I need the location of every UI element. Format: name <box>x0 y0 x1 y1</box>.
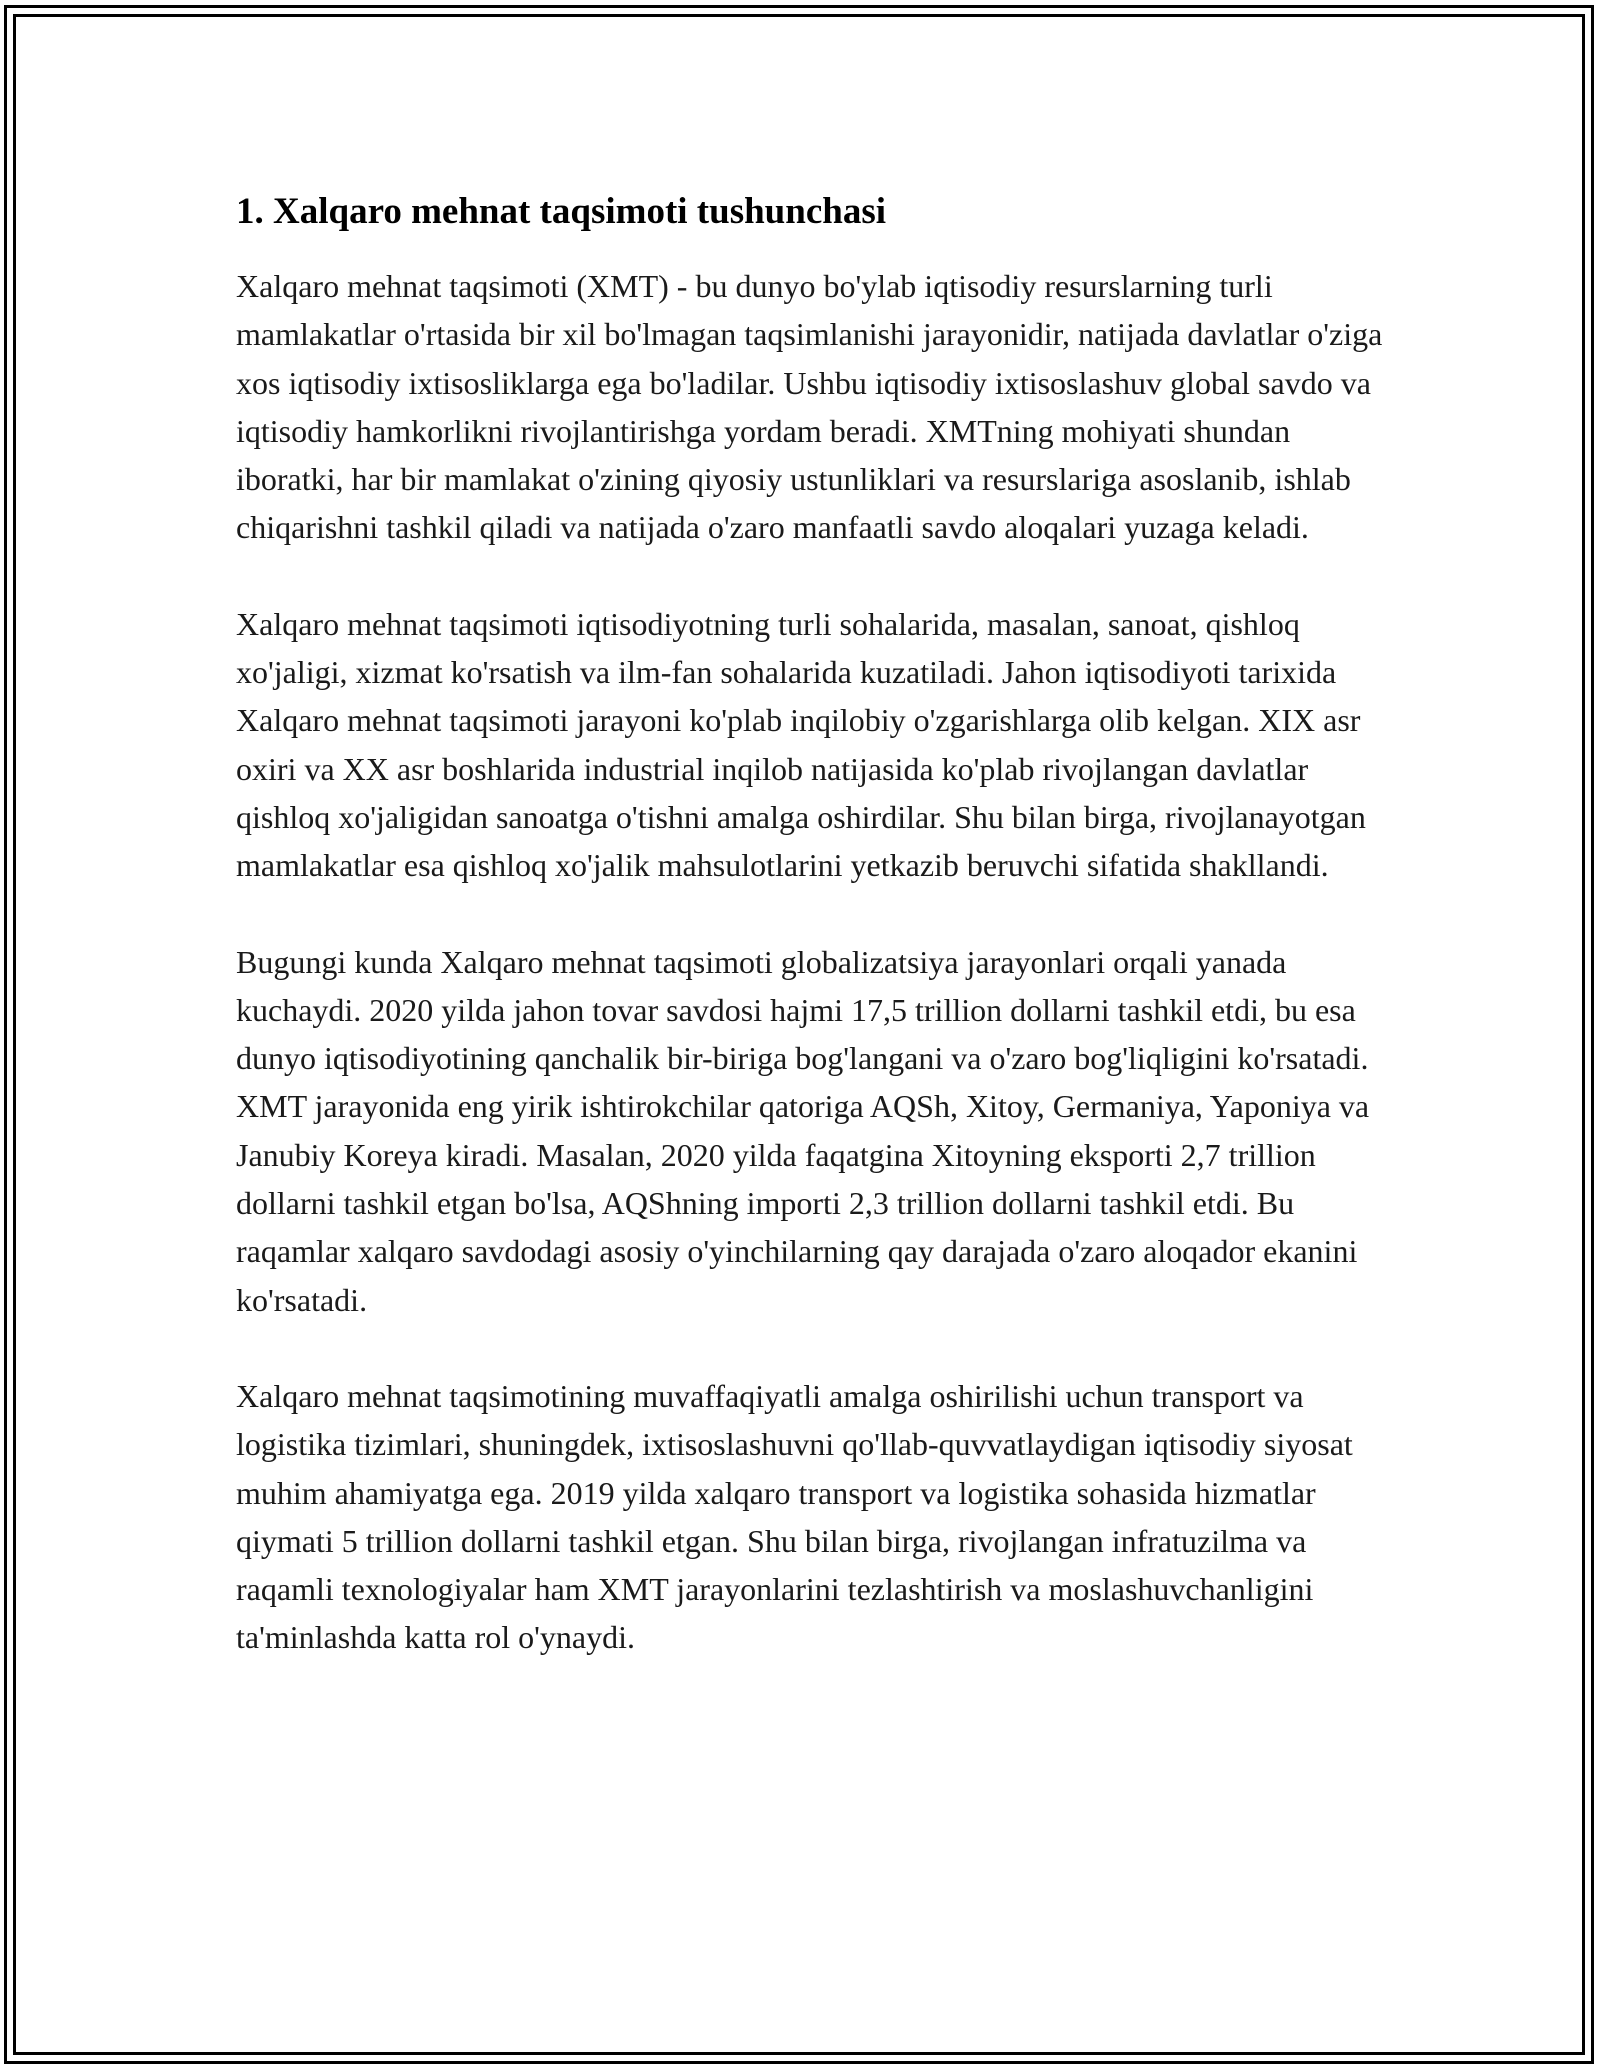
paragraph-1: Xalqaro mehnat taqsimoti (XMT) - bu dunyo bo'ylab iqtisodiy resurslarning turli mamlakatlar o'rtasida bir xil bo'lmagan taqsimlanishi jarayonidir, natijada davlatlar o'ziga xos iqtisodiy ixtisosliklarga ega bo'ladilar. Ushbu iqtisodiy ixtisoslashuv global savdo va iqtisodiy hamkorlikni rivojlantirishga yordam beradi. XMTning mohiyati shundan iboratki, har bir mamlakat o'zining qiyosiy ustunliklari va resurslariga asoslanib, ishlab chiqarishni tashkil qiladi va natijada o'zaro manfaatli savdo aloqalari yuzaga keladi. <box>236 268 1383 546</box>
document-body <box>236 186 1386 1662</box>
paragraph-4: Xalqaro mehnat taqsimotining muvaffaqiyatli amalga oshirilishi uchun transport va logistika tizimlari, shuningdek, ixtisoslashuvni qo'llab-quvvatlaydigan iqtisodiy siyosat muhim ahamiyatga ega. 2019 yilda xalqaro transport va logistika sohasida hizmatlar qiymati 5 trillion dollarni tashkil etgan. Shu bilan birga, rivojlangan infratuzilma va raqamli texnologiyalar ham XMT jarayonlarini tezlashtirish va moslashuvchanligini ta'minlashda katta rol o'ynaydi. <box>236 1377 1353 1656</box>
section-heading: 1. Xalqaro mehnat taqsimoti tushunchasi <box>236 191 887 232</box>
paragraph-2: Xalqaro mehnat taqsimoti iqtisodiyotning turli sohalarida, masalan, sanoat, qishloq xo'jaligi, xizmat ko'rsatish va ilm-fan sohalarida kuzatiladi. Jahon iqtisodiyoti tarixida Xalqaro mehnat taqsimoti jarayoni ko'plab inqilobiy o'zgarishlarga olib kelgan. XIX asr oxiri va XX asr boshlarida industrial inqilob natijasida ko'plab rivojlangan davlatlar qishloq xo'jaligidan sanoatga o'tishni amalga oshirdilar. Shu bilan birga, rivojlanayotgan mamlakatlar esa qishloq xo'jalik mahsulotlarini yetkazib beruvchi sifatida shakllandi. <box>236 605 1366 884</box>
paragraph-3: Bugungi kunda Xalqaro mehnat taqsimoti globalizatsiya jarayonlari orqali yanada kuchaydi. 2020 yilda jahon tovar savdosi hajmi 17,5 trillion dollarni tashkil etdi, bu esa dunyo iqtisodiyotining qanchalik bir-biriga bog'langani va o'zaro bog'liqligini ko'rsatadi. XMT jarayonida eng yirik ishtirokchilar qatoriga AQSh, Xitoy, Germaniya, Yaponiya va Janubiy Koreya kiradi. Masalan, 2020 yilda faqatgina Xitoyning eksporti 2,7 trillion dollarni tashkil etgan bo'lsa, AQShning importi 2,3 trillion dollarni tashkil etdi. Bu raqamlar xalqaro savdodagi asosiy o'yinchilarning qay darajada o'zaro aloqador ekanini ko'rsatadi. <box>236 943 1370 1318</box>
